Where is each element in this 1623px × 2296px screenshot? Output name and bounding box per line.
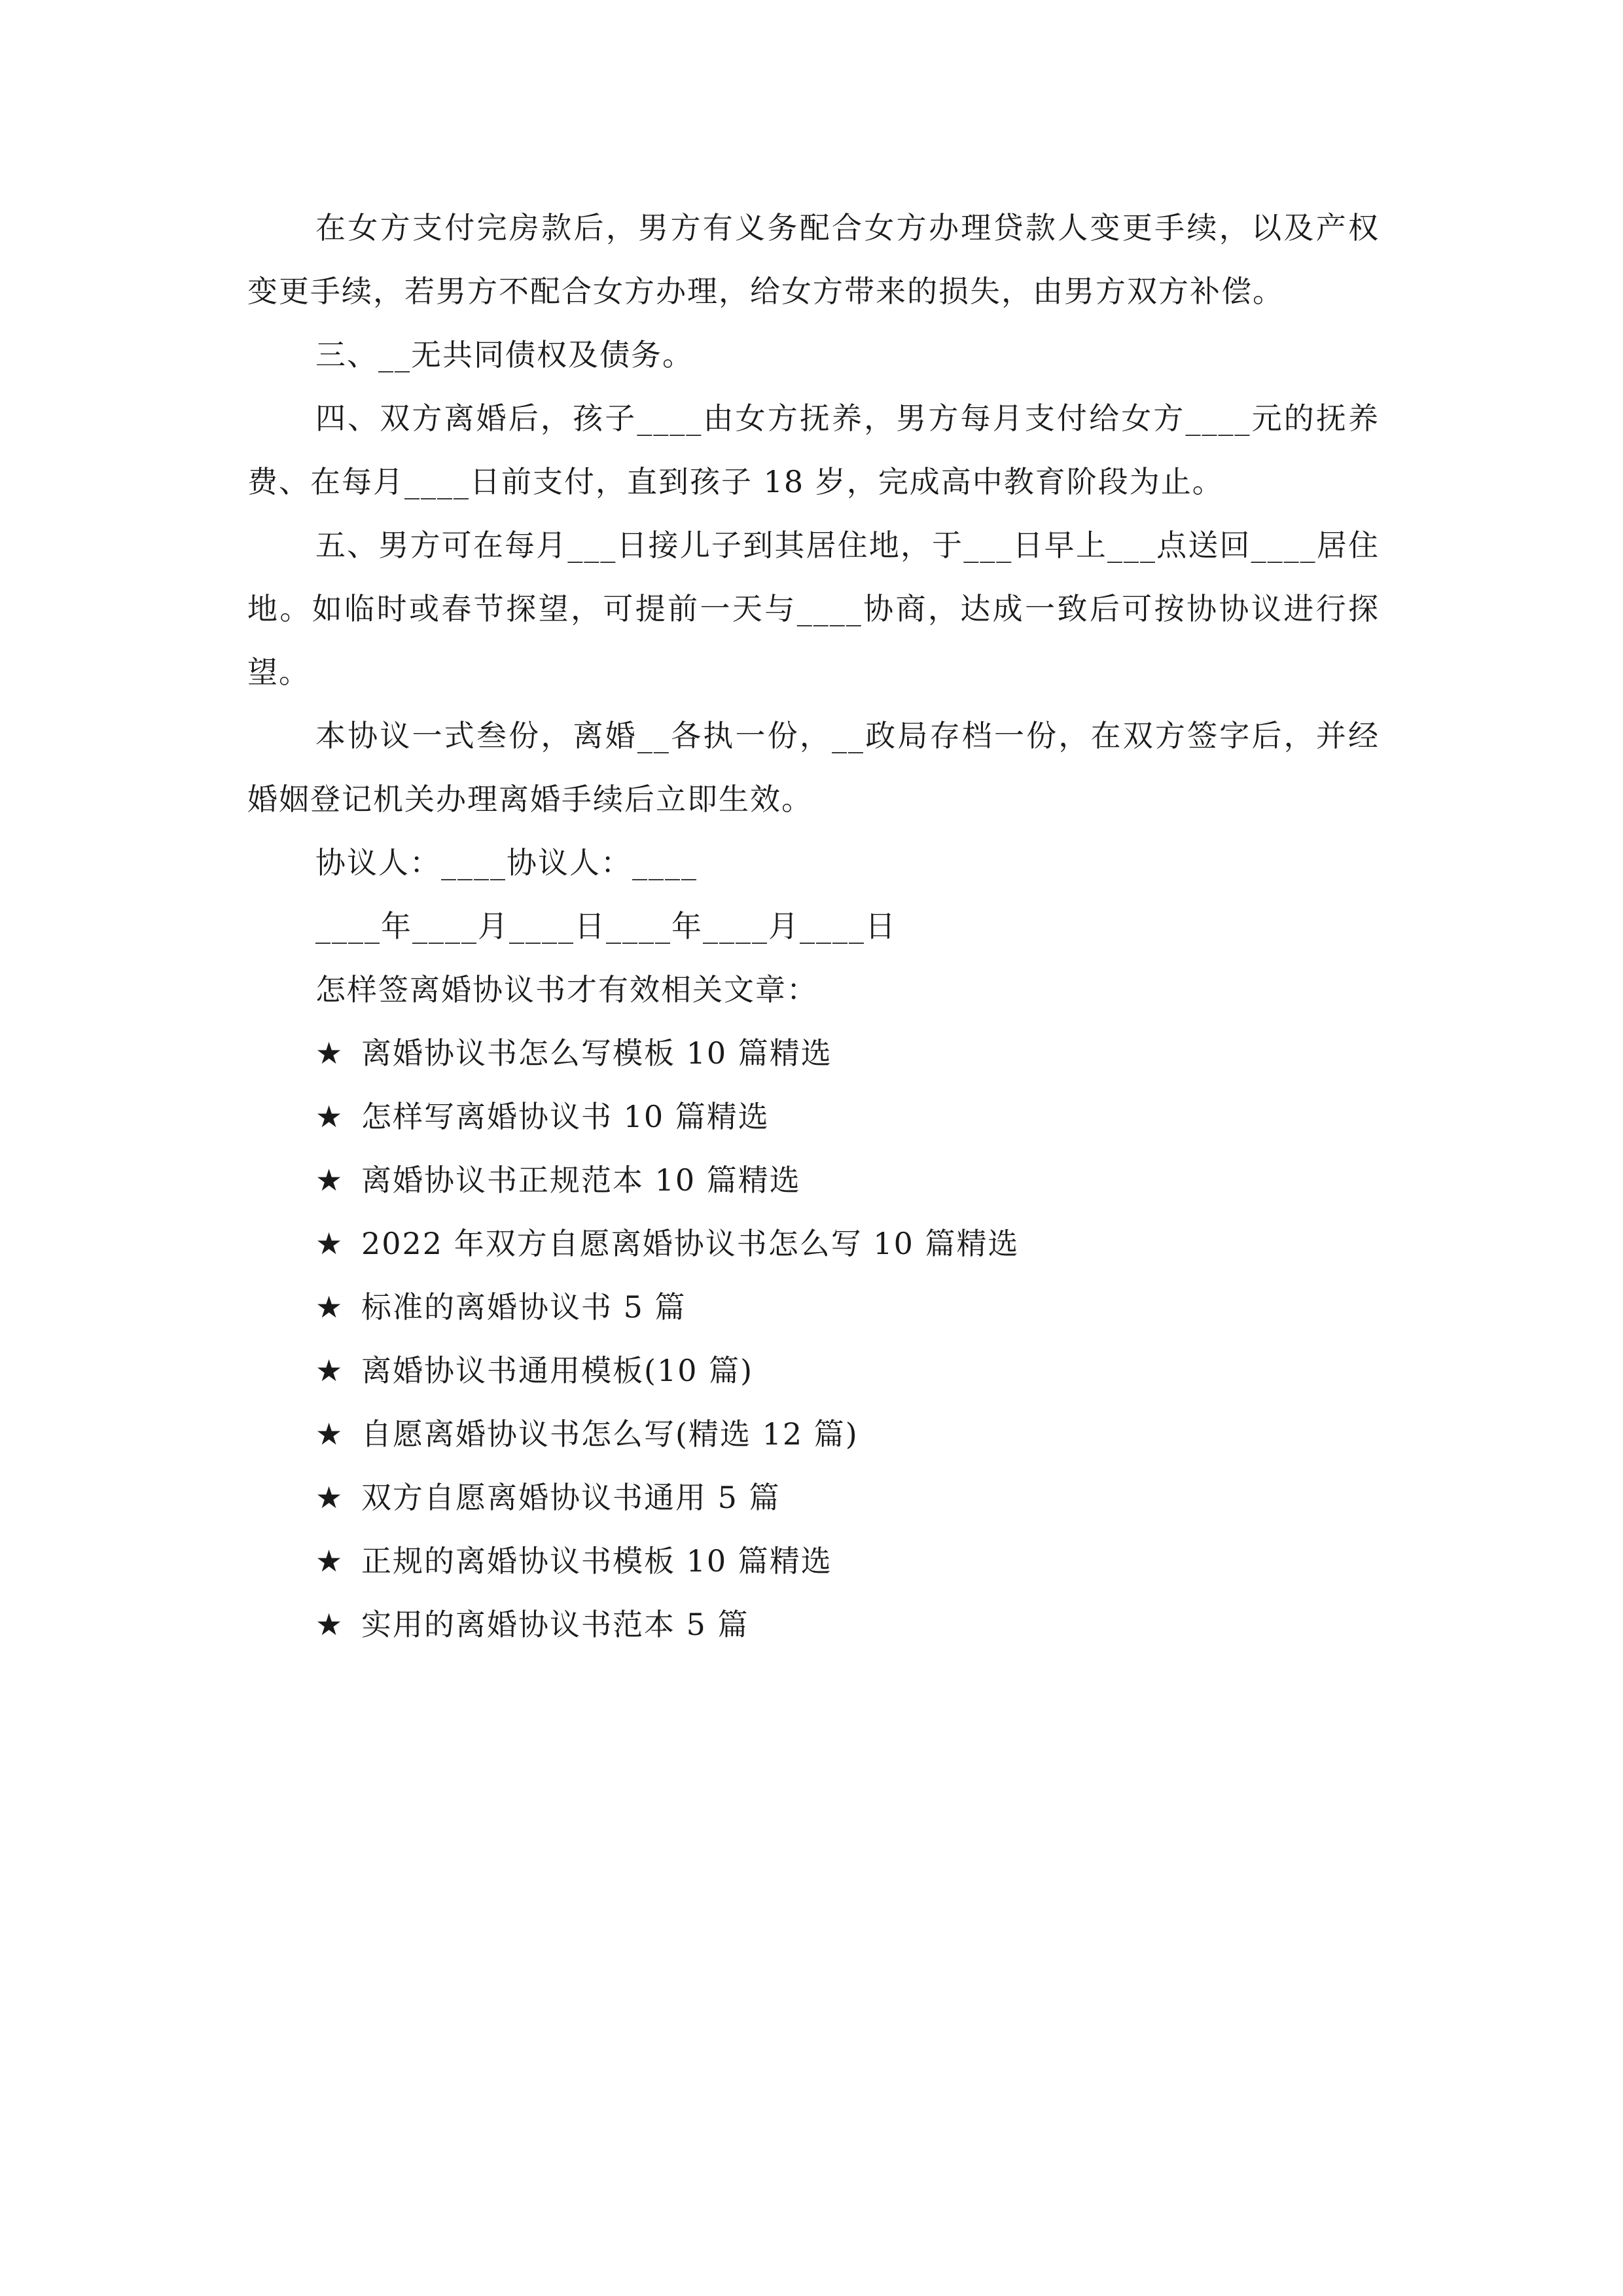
related-article-link[interactable]	[247, 1403, 1380, 1466]
related-article-title: 离婚协议书怎么写模板 10 篇精选	[361, 1035, 832, 1071]
related-articles-list	[247, 1022, 1380, 1657]
signature-line: 协议人：____协议人：____	[315, 845, 698, 880]
related-article-title: 离婚协议书通用模板(10 篇)	[361, 1353, 754, 1388]
paragraph-copies-effective: 本协议一式叁份，离婚__各执一份，__政局存档一份，在双方签字后，并经婚姻登记机关办理离婚手续后立即生效。	[247, 718, 1380, 817]
star-icon: ★	[315, 1289, 344, 1325]
related-article-title: 自愿离婚协议书怎么写(精选 12 篇)	[361, 1416, 859, 1452]
related-article-link[interactable]	[247, 1530, 1380, 1593]
related-article-title: 2022 年双方自愿离婚协议书怎么写 10 篇精选	[361, 1226, 1020, 1261]
related-articles-heading: 怎样签离婚协议书才有效相关文章：	[315, 972, 818, 1007]
related-article-title: 怎样写离婚协议书 10 篇精选	[361, 1099, 770, 1134]
star-icon: ★	[315, 1099, 344, 1134]
star-icon: ★	[315, 1353, 344, 1388]
document-page	[247, 196, 1380, 1657]
related-article-link[interactable]	[247, 1339, 1380, 1403]
related-article-title: 正规的离婚协议书模板 10 篇精选	[361, 1543, 832, 1579]
star-icon: ★	[315, 1226, 344, 1261]
paragraph-child-custody: 四、双方离婚后，孩子____由女方抚养，男方每月支付给女方____元的抚养费、在每月____日前支付，直到孩子 18 岁，完成高中教育阶段为止。	[247, 401, 1380, 499]
related-article-title: 离婚协议书正规范本 10 篇精选	[361, 1162, 801, 1198]
related-article-title: 双方自愿离婚协议书通用 5 篇	[361, 1480, 781, 1515]
paragraph-visitation: 五、男方可在每月___日接儿子到其居住地，于___日早上___点送回____居住地。如临时或春节探望，可提前一天与____协商，达成一致后可按协协议进行探望。	[247, 528, 1380, 690]
star-icon: ★	[315, 1162, 344, 1198]
related-article-title: 实用的离婚协议书范本 5 篇	[361, 1607, 749, 1642]
paragraph-property-transfer: 在女方支付完房款后，男方有义务配合女方办理贷款人变更手续，以及产权变更手续，若男方不配合女方办理，给女方带来的损失，由男方双方补偿。	[247, 210, 1380, 309]
star-icon: ★	[315, 1035, 344, 1071]
star-icon: ★	[315, 1480, 344, 1515]
star-icon: ★	[315, 1416, 344, 1452]
paragraph-no-debts: 三、__无共同债权及债务。	[315, 337, 694, 372]
star-icon: ★	[315, 1607, 344, 1642]
related-article-link[interactable]	[247, 1149, 1380, 1212]
related-article-link[interactable]	[247, 1022, 1380, 1085]
related-article-link[interactable]	[247, 1276, 1380, 1339]
related-article-link[interactable]	[247, 1085, 1380, 1149]
related-article-title: 标准的离婚协议书 5 篇	[361, 1289, 687, 1325]
related-article-link[interactable]	[247, 1466, 1380, 1530]
date-line: ____年____月____日____年____月____日	[315, 908, 897, 944]
star-icon: ★	[315, 1543, 344, 1579]
related-article-link[interactable]	[247, 1593, 1380, 1657]
related-article-link[interactable]	[247, 1212, 1380, 1276]
